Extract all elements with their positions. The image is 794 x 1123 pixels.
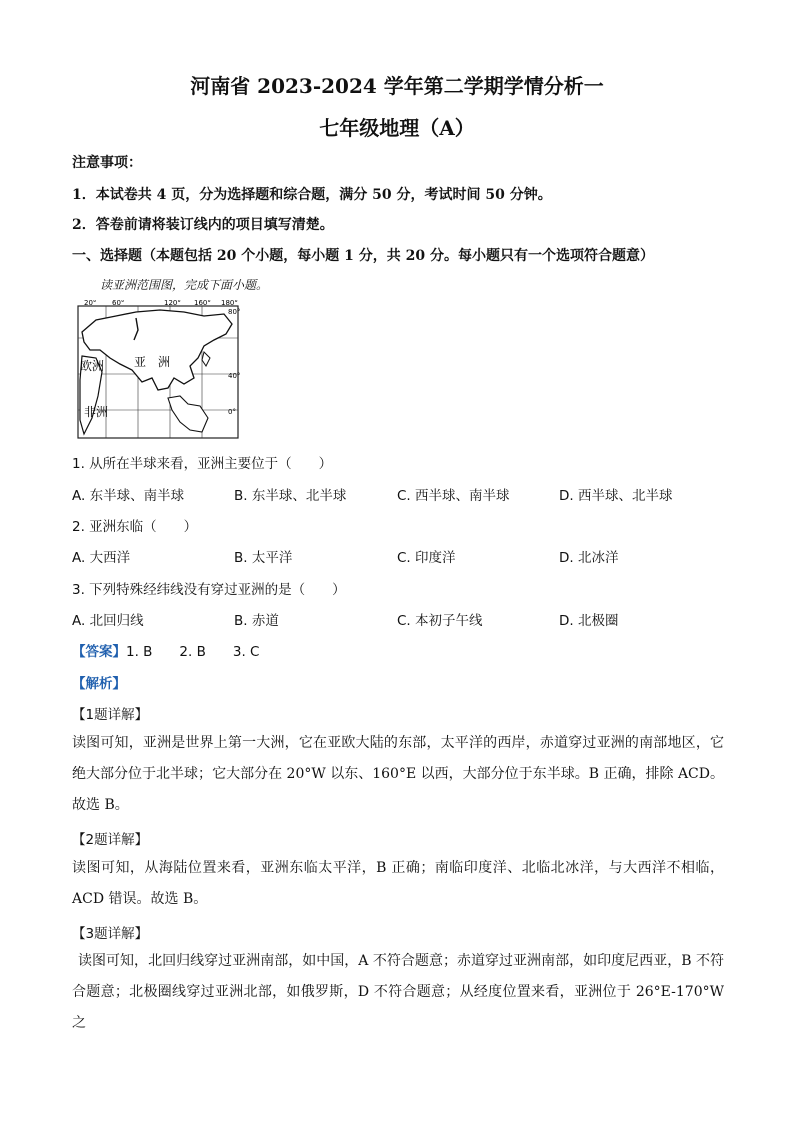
lat-label-0: 80° <box>228 308 240 316</box>
answer-line <box>72 640 259 660</box>
notice-heading: 注意事项： <box>72 155 142 171</box>
question-3-option-d[interactable]: D. 北极圈 <box>559 613 619 629</box>
notice-item-2: 2．答卷前请将装订线内的项目填写清楚。 <box>72 217 334 233</box>
lon-label-3: 160° <box>194 300 211 307</box>
map-intro: 读亚洲范围图，完成下面小题。 <box>100 278 269 292</box>
question-3-option-c[interactable]: C. 本初子午线 <box>397 613 483 629</box>
lon-label-2: 120° <box>164 300 181 307</box>
asia-map <box>76 300 240 440</box>
question-3-option-a[interactable]: A. 北回归线 <box>72 613 144 629</box>
q3-detail-text: 读图可知，北回归线穿过亚洲南部，如中国，A 不符合题意；赤道穿过亚洲南部，如印度尼西亚，B 不符合题意；北极圈线穿过亚洲北部，如俄罗斯，D 不符合题意；从经度位置来看，亚洲位于 26°E-170°W 之 <box>72 953 724 1031</box>
q1-detail-text: 读图可知，亚洲是世界上第一大洲，它在亚欧大陆的东部，太平洋的西岸，赤道穿过亚洲的南部地区，它绝大部分位于北半球；它大部分在 20°W 以东、160°E 以西，大部分位于东半球。B 正确，排除 ACD。故选 B。 <box>72 735 724 813</box>
answer-label: 【答案】 <box>72 644 126 660</box>
question-2-option-d[interactable]: D. 北冰洋 <box>559 550 619 566</box>
lat-label-1: 40° <box>228 372 240 380</box>
map-label-asia: 亚 洲 <box>134 355 171 369</box>
lon-label-1: 60° <box>112 300 125 307</box>
answer-text: 1. B 2. B 3. C <box>126 644 260 660</box>
question-3-option-b[interactable]: B. 赤道 <box>234 613 279 629</box>
map-label-africa: 非洲 <box>84 405 109 419</box>
q3-detail-label: 【3题详解】 <box>72 926 149 942</box>
notice-item-1: 1．本试卷共 4 页，分为选择题和综合题，满分 50 分，考试时间 50 分钟。 <box>72 187 552 203</box>
analysis-label: 【解析】 <box>72 676 126 692</box>
analysis-heading <box>72 672 126 692</box>
q2-detail-text: 读图可知，从海陆位置来看，亚洲东临太平洋，B 正确；南临印度洋、北临北冰洋，与大西洋不相临，ACD 错误。故选 B。 <box>72 860 724 907</box>
lon-label-0: 20° <box>84 300 97 307</box>
asia-map-figure <box>76 300 240 440</box>
question-1-option-b[interactable]: B. 东半球、北半球 <box>234 488 347 504</box>
section-heading: 一、选择题（本题包括 20 个小题，每小题 1 分，共 20 分。每小题只有一个选项符合题意） <box>72 248 654 264</box>
q2-detail-label: 【2题详解】 <box>72 832 149 848</box>
lat-label-2: 0° <box>228 408 236 416</box>
question-2-option-b[interactable]: B. 太平洋 <box>234 550 293 566</box>
question-1-option-a[interactable]: A. 东半球、南半球 <box>72 488 185 504</box>
exam-title: 河南省 2023-2024 学年第二学期学情分析一 <box>190 74 604 98</box>
question-1-option-d[interactable]: D. 西半球、北半球 <box>559 488 673 504</box>
map-label-europe: 欧洲 <box>80 359 105 373</box>
question-1-stem: 1. 从所在半球来看，亚洲主要位于（ ） <box>72 456 333 472</box>
question-2-stem: 2. 亚洲东临（ ） <box>72 519 198 535</box>
lon-label-4: 180° <box>221 300 238 307</box>
question-2-option-a[interactable]: A. 大西洋 <box>72 550 131 566</box>
question-2-option-c[interactable]: C. 印度洋 <box>397 550 456 566</box>
question-1-option-c[interactable]: C. 西半球、南半球 <box>397 488 510 504</box>
exam-subtitle: 七年级地理（A） <box>319 116 475 140</box>
question-3-stem: 3. 下列特殊经纬线没有穿过亚洲的是（ ） <box>72 582 346 598</box>
q1-detail-label: 【1题详解】 <box>72 707 149 723</box>
